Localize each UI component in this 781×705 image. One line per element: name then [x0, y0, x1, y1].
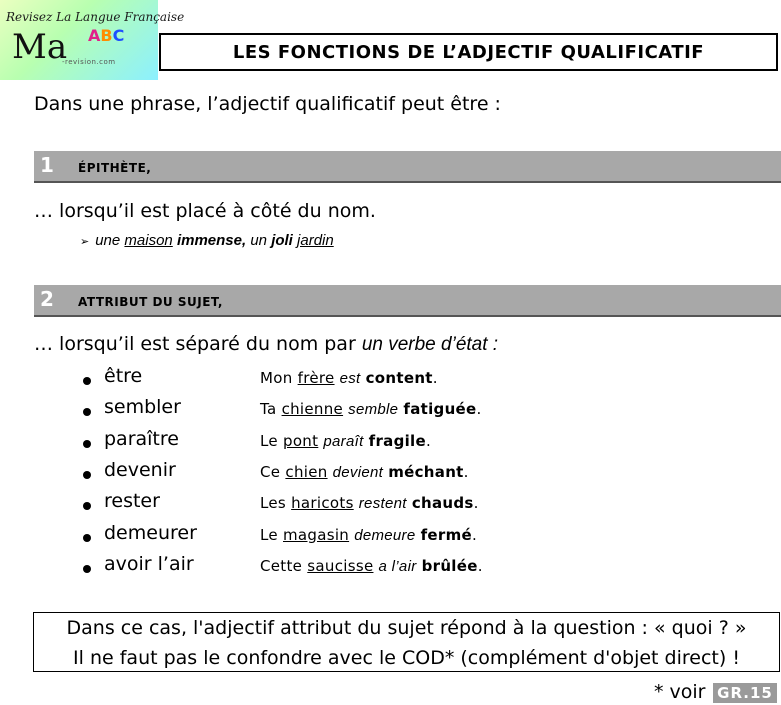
example-word: une	[95, 232, 121, 249]
section-1-example	[80, 232, 334, 249]
verb-label: avoir l’air	[104, 552, 194, 575]
verb-example	[260, 494, 479, 512]
example-adjective: brûlée	[421, 556, 478, 575]
example-end: .	[425, 431, 432, 450]
section-2-text	[34, 333, 498, 356]
note-box	[33, 612, 780, 672]
section-1-label: ÉPITHÈTE,	[78, 161, 152, 175]
logo-site: -revision.com	[62, 58, 116, 66]
note-line-2: Il ne faut pas le confondre avec le COD* (complément d'objet direct) !	[73, 647, 740, 669]
verb-label: paraître	[104, 427, 179, 450]
section-2-header	[34, 285, 781, 317]
example-adjective: fragile	[368, 431, 426, 450]
bullet-icon	[83, 440, 91, 448]
bullet-icon	[83, 534, 91, 542]
section-1-number: 1	[40, 153, 54, 177]
example-end: .	[476, 400, 482, 419]
example-noun: jardin	[297, 232, 334, 249]
section-2-label: ATTRIBUT DU SUJET,	[78, 295, 223, 309]
example-word: Les	[260, 494, 287, 513]
verb-example	[260, 463, 469, 481]
logo-tagline: Revisez La Langue Française	[6, 10, 185, 24]
example-adjective: chauds	[411, 494, 474, 513]
example-verb: semble	[348, 401, 399, 419]
note-line-1: Dans ce cas, l'adjectif attribut du sujet répond à la question : « quoi ? »	[66, 617, 747, 639]
example-end: .	[463, 462, 469, 481]
logo-abc-a: A	[88, 26, 101, 45]
verb-label: demeurer	[104, 521, 197, 544]
example-noun: frère	[297, 369, 335, 387]
verb-row	[80, 553, 680, 581]
section-1-text: … lorsqu’il est placé à côté du nom.	[34, 200, 376, 222]
logo-ma: Ma	[12, 27, 68, 67]
example-word: Ce	[260, 462, 281, 481]
example-adjective: méchant	[388, 462, 464, 481]
site-logo	[0, 0, 185, 80]
verb-row	[80, 428, 680, 456]
reference-badge[interactable]: GR.15	[713, 683, 777, 703]
example-noun: maison	[124, 232, 173, 249]
verb-row	[80, 522, 680, 550]
example-noun: chienne	[281, 400, 344, 419]
section-2-text-italic: un verbe d’état :	[361, 334, 499, 355]
example-adjective: immense,	[176, 232, 247, 249]
intro-text: Dans une phrase, l’adjectif qualificatif peut être :	[34, 93, 501, 115]
example-adjective: fermé	[420, 525, 472, 544]
bullet-icon	[83, 408, 91, 416]
verb-label: devenir	[104, 458, 176, 481]
example-adjective: joli	[271, 232, 293, 249]
example-adjective: content	[365, 369, 433, 387]
example-verb: demeure	[354, 526, 416, 544]
verb-row	[80, 490, 680, 518]
example-noun: pont	[283, 431, 319, 450]
logo-abc	[88, 28, 124, 44]
example-word: Mon	[260, 369, 293, 387]
example-end: .	[471, 525, 478, 544]
arrow-bullet-icon: ➢	[80, 236, 90, 248]
example-verb: a l’air	[378, 557, 417, 575]
verb-label: rester	[104, 490, 160, 513]
verb-row	[80, 365, 680, 393]
example-noun: haricots	[291, 494, 354, 513]
logo-abc-b: B	[100, 26, 113, 45]
section-1-header	[34, 151, 781, 183]
bullet-icon	[83, 471, 91, 479]
verb-row	[80, 396, 680, 424]
verb-row	[80, 459, 680, 487]
example-word: Le	[260, 525, 278, 544]
example-verb: restent	[358, 495, 407, 513]
example-end: .	[432, 369, 438, 387]
bullet-icon	[83, 502, 91, 510]
section-2-text-main: … lorsqu’il est séparé du nom par	[34, 333, 356, 355]
verb-example	[260, 557, 483, 575]
see-also-text: * voir	[654, 681, 706, 703]
bullet-icon	[83, 565, 91, 573]
verb-label: être	[104, 365, 143, 387]
example-word: Cette	[260, 556, 303, 575]
example-verb: paraît	[323, 432, 364, 450]
verb-example	[260, 400, 482, 418]
example-noun: chien	[285, 462, 328, 481]
example-end: .	[477, 556, 483, 575]
verb-example	[260, 432, 431, 450]
example-verb: devient	[332, 463, 384, 481]
example-noun: saucisse	[307, 556, 374, 575]
example-word: un	[250, 232, 268, 249]
example-adjective: fatiguée	[403, 400, 477, 419]
example-word: Ta	[260, 400, 277, 419]
example-verb: est	[339, 370, 361, 387]
example-noun: magasin	[283, 525, 350, 544]
example-end: .	[473, 494, 479, 513]
page-title: LES FONCTIONS DE L’ADJECTIF QUALIFICATIF	[159, 33, 778, 71]
verb-example	[260, 526, 477, 544]
bullet-icon	[83, 377, 91, 385]
verb-example	[260, 369, 438, 387]
example-word: Le	[260, 431, 278, 450]
section-2-number: 2	[40, 287, 54, 311]
verb-label: sembler	[104, 396, 181, 419]
logo-abc-c: C	[112, 26, 125, 45]
